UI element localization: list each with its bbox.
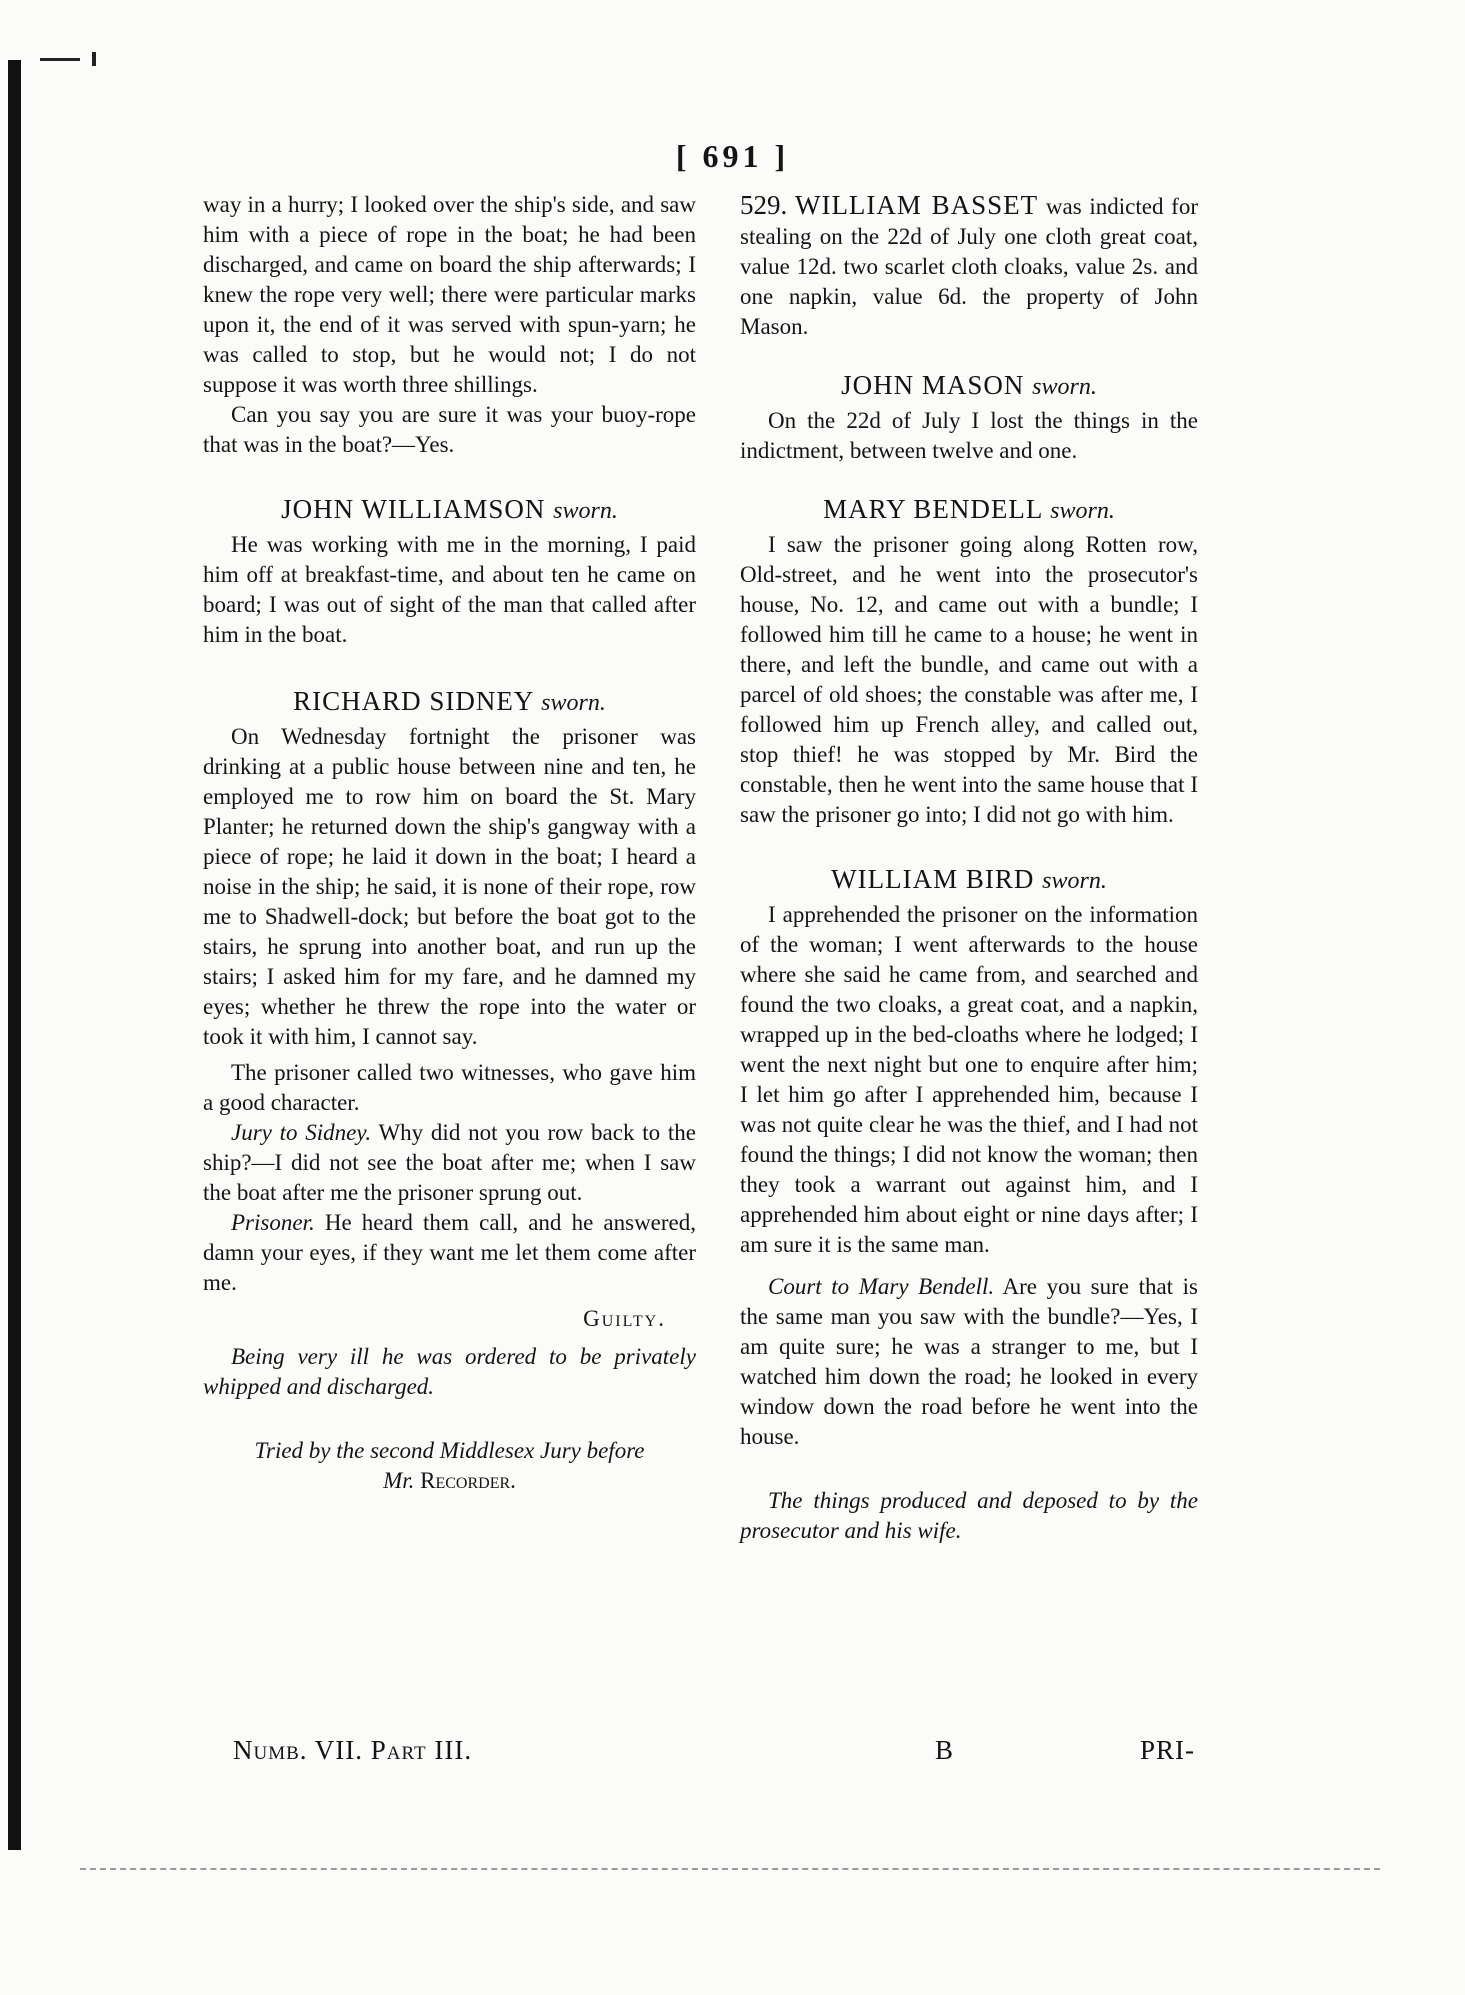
question-text: Are you sure that is the same man you saw with the bundle?—Yes, I am quite sure; he was a stranger to me, but I watched him down the road; he looked in every window down the road before he went into the house. [740,1274,1198,1449]
scan-mark [40,58,80,61]
court-question [740,1272,1198,1452]
paragraph: Can you say you are sure it was your buoy-rope that was in the boat?—Yes. [203,402,696,457]
title-prefix: Mr. [383,1468,415,1493]
speaker-label: Prisoner. [231,1210,315,1235]
verdict: Guilty. [583,1306,666,1331]
witness-heading [740,494,1198,526]
witness-heading [203,494,696,526]
trial-note-line [203,1466,696,1496]
signature-letter: B [935,1735,954,1765]
character-note: The prisoner called two witnesses, who gave him a good character. [203,1060,696,1115]
witness-name: WILLIAM BIRD [831,864,1035,894]
sworn-label: sworn. [1042,868,1107,894]
sworn-label: sworn. [553,498,618,524]
sworn-label: sworn. [1032,374,1097,400]
catchword: PRI- [1140,1735,1196,1765]
speaker-label: Jury to Sidney. [231,1120,372,1145]
right-column [740,190,1198,1546]
testimony: On the 22d of July I lost the things in the indictment, between twelve and one. [740,408,1198,463]
testimony: On Wednesday fortnight the prisoner was drinking at a public house between nine and ten, he employed me to row him on board the St. Mary Planter; he returned down the ship's gangway with a piece of rope; he laid it down in the boat; I heard a noise in the ship; he said, it is none of their rope, row me to Shadwell-dock; but before the boat got to the stairs, he sprung into another boat, and run up the stairs; I asked him for my fare, and he damned my eyes; whether he threw the rope into the water or took it with him, I cannot say. [203,724,696,1049]
paragraph: way in a hurry; I looked over the ship's side, and saw him with a piece of rope in the boat; he had been discharged, and came on board the ship afterwards; I knew the rope very well; there were particular marks upon it, the end of it was served with spun-yarn; he was called to stop, but he would not; I do not suppose it was worth three shillings. [203,192,696,397]
page-edge-shadow [8,60,21,1850]
sentence: Being very ill he was ordered to be privately whipped and discharged. [203,1344,696,1399]
witness-heading [740,370,1198,402]
product-note: The things produced and deposed to by the prosecutor and his wife. [740,1488,1198,1543]
page-number: [ 691 ] [675,138,790,174]
testimony: I apprehended the prisoner on the information of the woman; I went afterwards to the house where she said he came from, and searched and found the two cloaks, a great coat, and a napkin, wrapped up in the bed-cloaths where he lodged; I went the next night but one to enquire after him; I let him go after I apprehended him, because I was not quite clear he was the thief, and I had not found the things; I did not know the woman; then they took a warrant out against him, and I apprehended him about eight or nine days after; I am sure it is the same man. [740,902,1198,1257]
recorder-name: Recorder. [420,1468,516,1493]
indictment [740,190,1198,342]
witness-name: MARY BENDELL [823,494,1043,524]
left-column [203,190,696,1496]
witness-name: RICHARD SIDNEY [293,686,534,716]
trial-note [203,1436,696,1496]
question-text: Why did not you row back to the ship?—I did not see the boat after me; when I saw the boat after me the prisoner sprung out. [203,1120,696,1205]
statement-text: He heard them call, and he answered, damn your eyes, if they want me let them come after me. [203,1210,697,1295]
testimony: He was working with me in the morning, I paid him off at breakfast-time, and about ten he came on board; I was out of sight of the man that called after him in the boat. [203,532,696,647]
defendant-name: WILLIAM BASSET [794,190,1039,220]
testimony: I saw the prisoner going along Rotten row, Old-street, and he went into the prosecutor's house, No. 12, and came out with a bundle; I followed him till he came to a house; he went in there, and left the bundle, and came out with a parcel of old shoes; the constable was after me, I followed him up French alley, and called out, stop thief! he was stopped by Mr. Bird the constable, then he went into the same house that I saw the prisoner go into; I did not go with him. [740,532,1198,827]
speaker-label: Court to Mary Bendell. [768,1274,995,1299]
witness-name: JOHN MASON [841,370,1025,400]
trial-note-line: Tried by the second Middlesex Jury before [254,1438,645,1463]
witness-heading [203,686,696,718]
scan-mark [92,52,96,66]
witness-name: JOHN WILLIAMSON [281,494,546,524]
jury-question [203,1118,696,1208]
sworn-label: sworn. [541,690,606,716]
sworn-label: sworn. [1050,498,1115,524]
signature-mark: Numb. VII. Part III. [233,1735,473,1765]
witness-heading [740,864,1198,896]
case-number: 529. [740,190,788,220]
bottom-scan-rule [80,1868,1380,1870]
prisoner-statement [203,1208,696,1298]
indictment-text: was indicted for stealing on the 22d of July one cloth great coat, value 12d. two scarlet cloth cloaks, value 2s. and one napkin, value 6d. the property of John Mason. [740,194,1198,339]
